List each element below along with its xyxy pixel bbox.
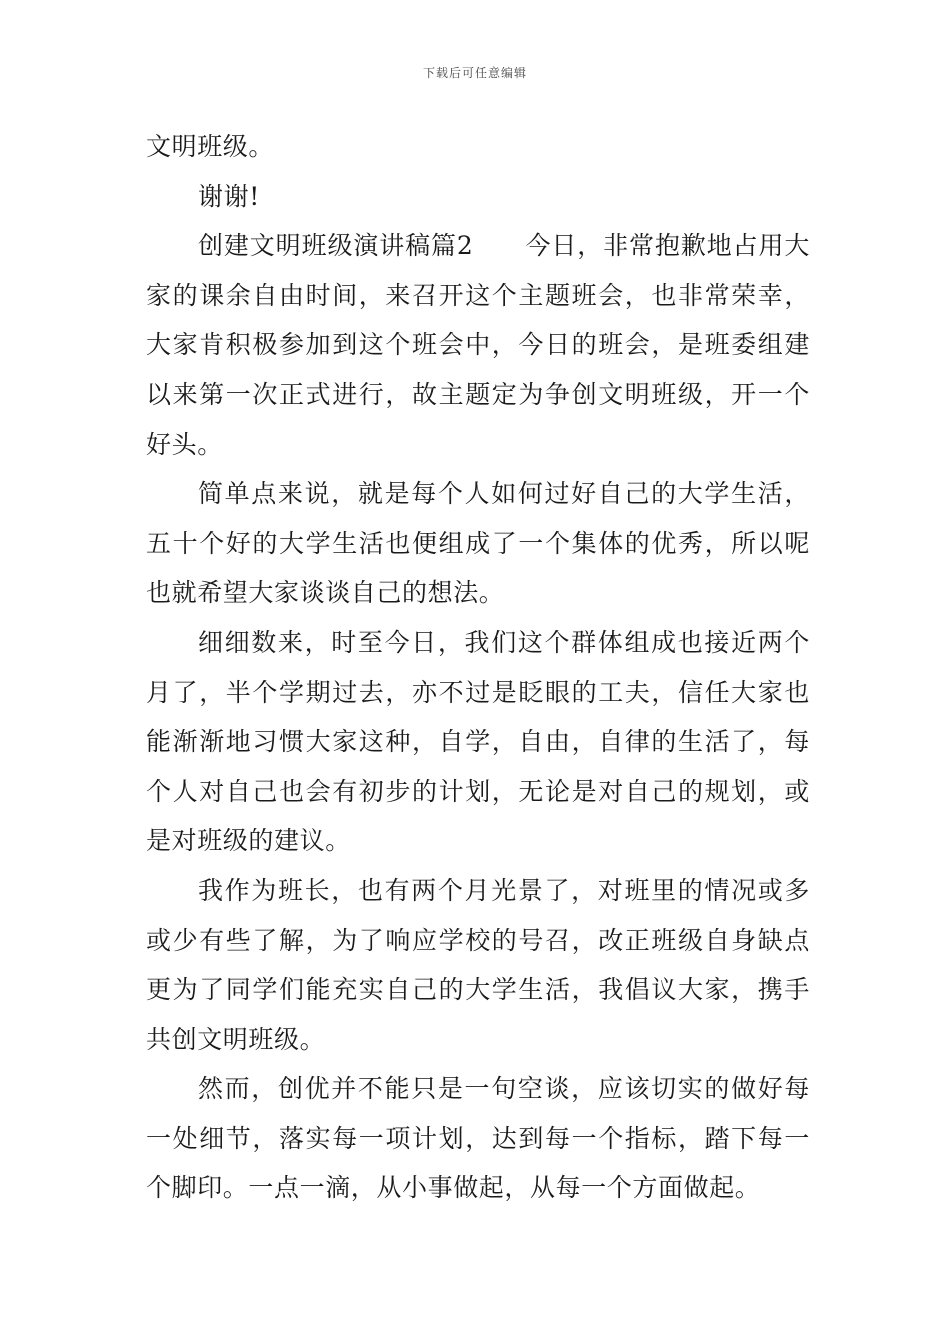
document-body [146,122,810,1213]
paragraph-4: 简单点来说，就是每个人如何过好自己的大学生活，五十个好的大学生活也便组成了一个集体的优秀，所以呢也就希望大家谈谈自己的想法。 [146,479,810,608]
paragraph-5: 细细数来，时至今日，我们这个群体组成也接近两个月了，半个学期过去，亦不过是眨眼的工夫，信任大家也能渐渐地习惯大家这种，自学，自由，自律的生活了，每个人对自己也会有初步的计划，无论是对自己的规划，或是对班级的建议。 [146,627,810,856]
paragraph-1: 文明班级。 [146,132,275,161]
paragraph-7: 然而，创优并不能只是一句空谈，应该切实的做好每一处细节，落实每一项计划，达到每一个指标，踏下每一个脚印。一点一滴，从小事做起，从每一个方面做起。 [146,1074,810,1203]
page-header: 下载后可任意编辑 [422,66,527,80]
paragraph-2: 谢谢! [198,181,260,211]
paragraph-6: 我作为班长，也有两个月光景了，对班里的情况或多或少有些了解，为了响应学校的号召，改正班级自身缺点更为了同学们能充实自己的大学生活，我倡议大家，携手共创文明班级。 [146,875,810,1054]
paragraph-3: 创建文明班级演讲稿篇2 今日，非常抱歉地占用大家的课余自由时间，来召开这个主题班会，也非常荣幸，大家肯积极参加到这个班会中，今日的班会，是班委组建以来第一次正式进行，故主题定为争创文明班级，开一个好头。 [146,231,810,459]
